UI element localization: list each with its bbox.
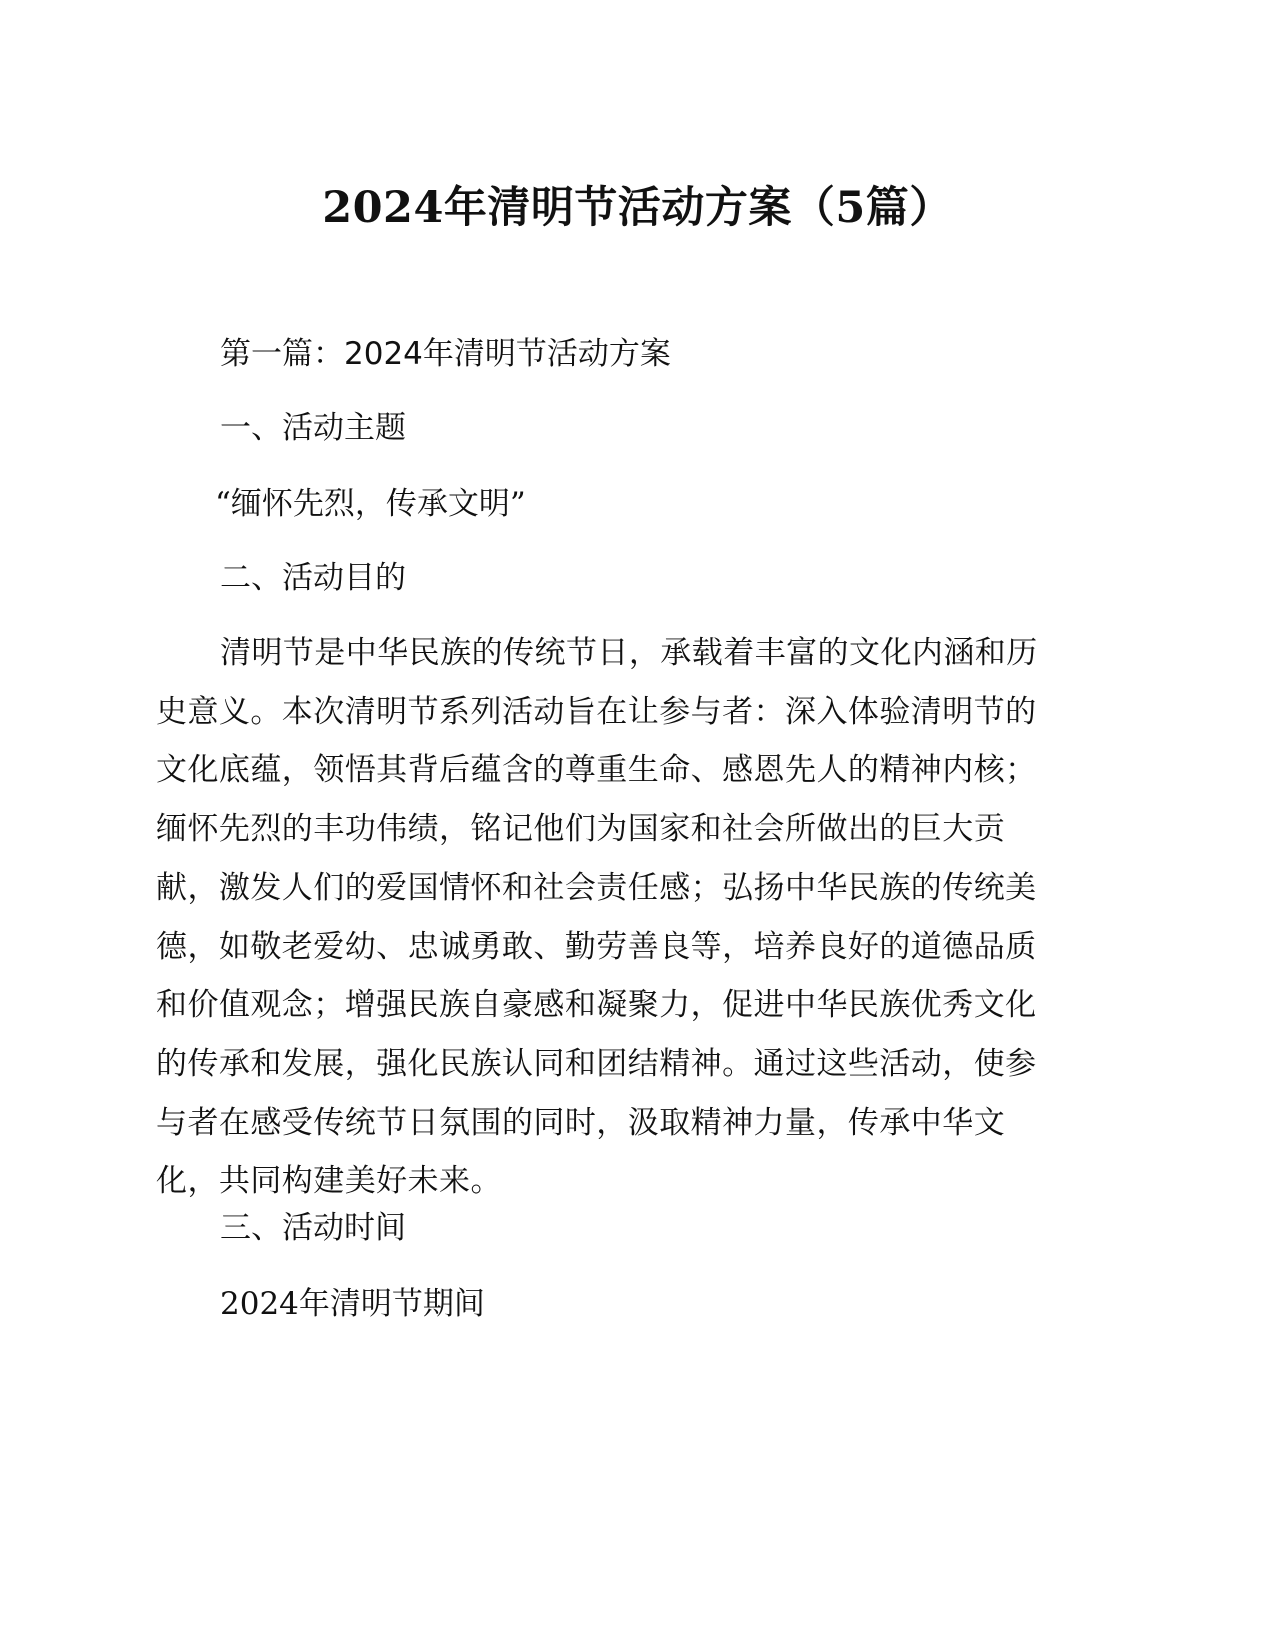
paragraph-line: 缅怀先烈的丰功伟绩，铭记他们为国家和社会所做出的巨大贡: [156, 811, 1006, 848]
paragraph-line: 与者在感受传统节日氛围的同时，汲取精神力量，传承中华文: [156, 1104, 1006, 1141]
document-title: 2024年清明节活动方案（5篇）: [322, 183, 953, 233]
paragraph-line: 清明节是中华民族的传统节日，承载着丰富的文化内涵和历: [220, 635, 1038, 671]
time-text: 2024年清明节期间: [220, 1286, 485, 1322]
paragraph-line: 和价值观念；增强民族自豪感和凝聚力，促进中华民族优秀文化: [156, 987, 1037, 1024]
paragraph-line: 德，如敬老爱幼、忠诚勇敢、勤劳善良等，培养良好的道德品质: [156, 928, 1037, 965]
paragraph-line: 史意义。本次清明节系列活动旨在让参与者：深入体验清明节的: [156, 693, 1037, 730]
paragraph-line: 化，共同构建美好未来。: [156, 1163, 502, 1200]
theme-text: “缅怀先烈，传承文明”: [215, 486, 526, 522]
paragraph-line: 文化底蕴，领悟其背后蕴含的尊重生命、感恩先人的精神内核；: [156, 752, 1037, 789]
section-heading-theme: 一、活动主题: [220, 410, 406, 446]
paragraph-line: 的传承和发展，强化民族认同和团结精神。通过这些活动，使参: [156, 1045, 1037, 1082]
part-heading: 第一篇：2024年清明节活动方案: [220, 336, 671, 372]
purpose-paragraph: [156, 624, 1092, 1211]
paragraph-line: 献，激发人们的爱国情怀和社会责任感；弘扬中华民族的传统美: [156, 869, 1037, 906]
section-heading-purpose: 二、活动目的: [220, 560, 406, 596]
section-heading-time: 三、活动时间: [220, 1210, 406, 1246]
